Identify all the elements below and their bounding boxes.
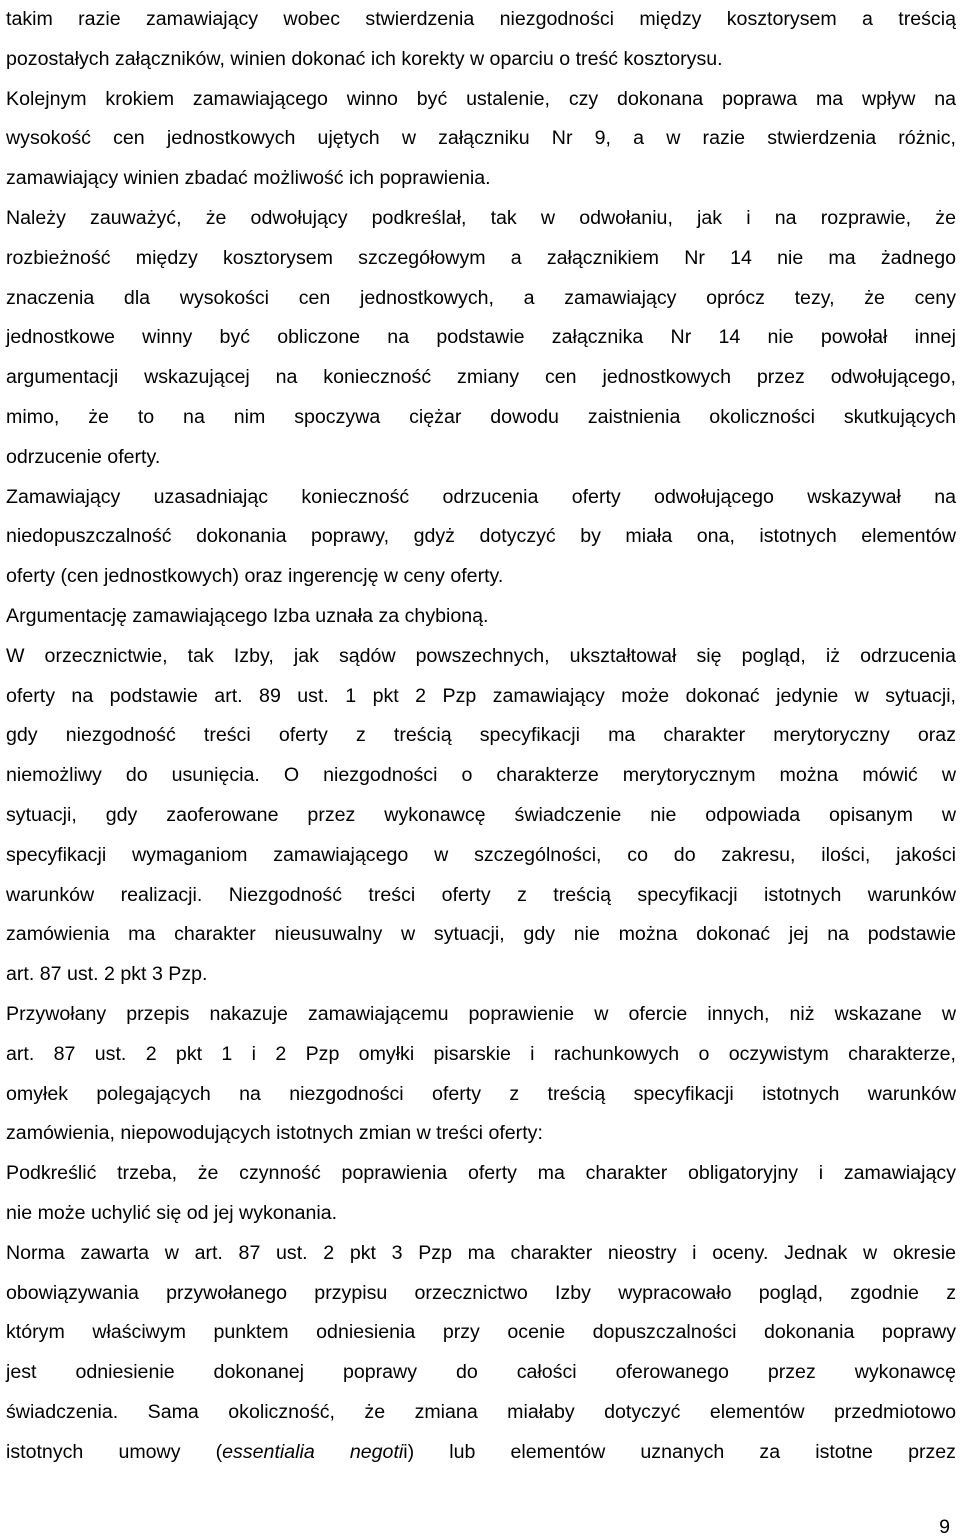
text-line: art. 87 ust. 2 pkt 1 i 2 Pzp omyłki pisarskie i rachunkowych o oczywistym charakterze,: [6, 1042, 956, 1065]
text-span: i) lub elementów uznanych za istotne przez: [403, 1440, 956, 1463]
text-line: takim razie zamawiający wobec stwierdzenia niezgodności między kosztorysem a treścią: [6, 8, 956, 30]
text-line: sytuacji, gdy zaoferowane przez wykonawcę świadczenie nie odpowiada opisanym w: [6, 803, 956, 826]
italic-term: essentialia negoti: [222, 1440, 404, 1463]
text-line-last: [6, 1433, 956, 1473]
document-page: [6, 0, 956, 1472]
text-line: świadczenia. Sama okoliczność, że zmiana miałaby dotyczyć elementów przedmiotowo: [6, 1400, 956, 1423]
text-line: oferty (cen jednostkowych) oraz ingerencję w ceny oferty.: [6, 565, 504, 588]
text-line: Zamawiający uzasadniając konieczność odrzucenia oferty odwołującego wskazywał na: [6, 485, 956, 508]
page-number: 9: [939, 1516, 950, 1538]
text-line: Podkreślić trzeba, że czynność poprawienia oferty ma charakter obligatoryjny i zamawiający: [6, 1162, 956, 1185]
text-line: znaczenia dla wysokości cen jednostkowych, a zamawiający oprócz tezy, że ceny: [6, 286, 956, 309]
text-line: Należy zauważyć, że odwołujący podkreślał, tak w odwołaniu, jak i na rozprawie, że: [6, 206, 956, 229]
text-line: mimo, że to na nim spoczywa ciężar dowodu zaistnienia okoliczności skutkujących: [6, 405, 956, 428]
text-line: wysokość cen jednostkowych ujętych w załączniku Nr 9, a w razie stwierdzenia różnic,: [6, 127, 956, 150]
text-line: obowiązywania przywołanego przypisu orzecznictwo Izby wypracowało pogląd, zgodnie z: [6, 1281, 956, 1304]
text-line: specyfikacji wymaganiom zamawiającego w szczególności, co do zakresu, ilości, jakości: [6, 843, 956, 866]
text-line: pozostałych załączników, winien dokonać ich korekty w oparciu o treść kosztorysu.: [6, 47, 723, 70]
text-line: warunków realizacji. Niezgodność treści oferty z treścią specyfikacji istotnych warunków: [6, 883, 956, 906]
text-line: W orzecznictwie, tak Izby, jak sądów powszechnych, ukształtował się pogląd, iż odrzucenia: [6, 644, 956, 667]
text-line: oferty na podstawie art. 89 ust. 1 pkt 2 Pzp zamawiający może dokonać jedynie w sytuacji,: [6, 684, 956, 707]
text-line: zamawiający winien zbadać możliwość ich poprawienia.: [6, 167, 491, 190]
text-line: jednostkowe winny być obliczone na podstawie załącznika Nr 14 nie powołał innej: [6, 326, 956, 349]
text-line: Norma zawarta w art. 87 ust. 2 pkt 3 Pzp ma charakter nieostry i oceny. Jednak w okresie: [6, 1241, 956, 1264]
text-line: gdy niezgodność treści oferty z treścią specyfikacji ma charakter merytoryczny oraz: [6, 724, 956, 747]
text-line: nie może uchylić się od jej wykonania.: [6, 1201, 338, 1224]
text-line: Przywołany przepis nakazuje zamawiającemu poprawienie w ofercie innych, niż wskazane w: [6, 1002, 956, 1025]
text-span: istotnych umowy (: [6, 1440, 223, 1463]
text-line: jest odniesienie dokonanej poprawy do całości oferowanego przez wykonawcę: [6, 1361, 956, 1384]
text-line: odrzucenie oferty.: [6, 445, 161, 468]
text-line: zamówienia, niepowodujących istotnych zmian w treści oferty:: [6, 1122, 543, 1145]
text-line: rozbieżność między kosztorysem szczegółowym a załącznikiem Nr 14 nie ma żadnego: [6, 246, 956, 269]
text-line: art. 87 ust. 2 pkt 3 Pzp.: [6, 963, 208, 986]
text-line: niedopuszczalność dokonania poprawy, gdyż dotyczyć by miała ona, istotnych elementów: [6, 525, 956, 548]
text-line: argumentacji wskazującej na konieczność zmiany cen jednostkowych przez odwołującego,: [6, 366, 956, 389]
document-body: [6, 0, 956, 1433]
text-line: Kolejnym krokiem zamawiającego winno być ustalenie, czy dokonana poprawa ma wpływ na: [6, 87, 956, 110]
text-line: zamówienia ma charakter nieusuwalny w sytuacji, gdy nie można dokonać jej na podstawie: [6, 923, 956, 946]
text-line: Argumentację zamawiającego Izba uznała za chybioną.: [6, 604, 489, 627]
text-line: niemożliwy do usunięcia. O niezgodności o charakterze merytorycznym można mówić w: [6, 764, 956, 787]
text-line: którym właściwym punktem odniesienia przy ocenie dopuszczalności dokonania poprawy: [6, 1321, 956, 1344]
text-line: omyłek polegających na niezgodności oferty z treścią specyfikacji istotnych warunków: [6, 1082, 956, 1105]
